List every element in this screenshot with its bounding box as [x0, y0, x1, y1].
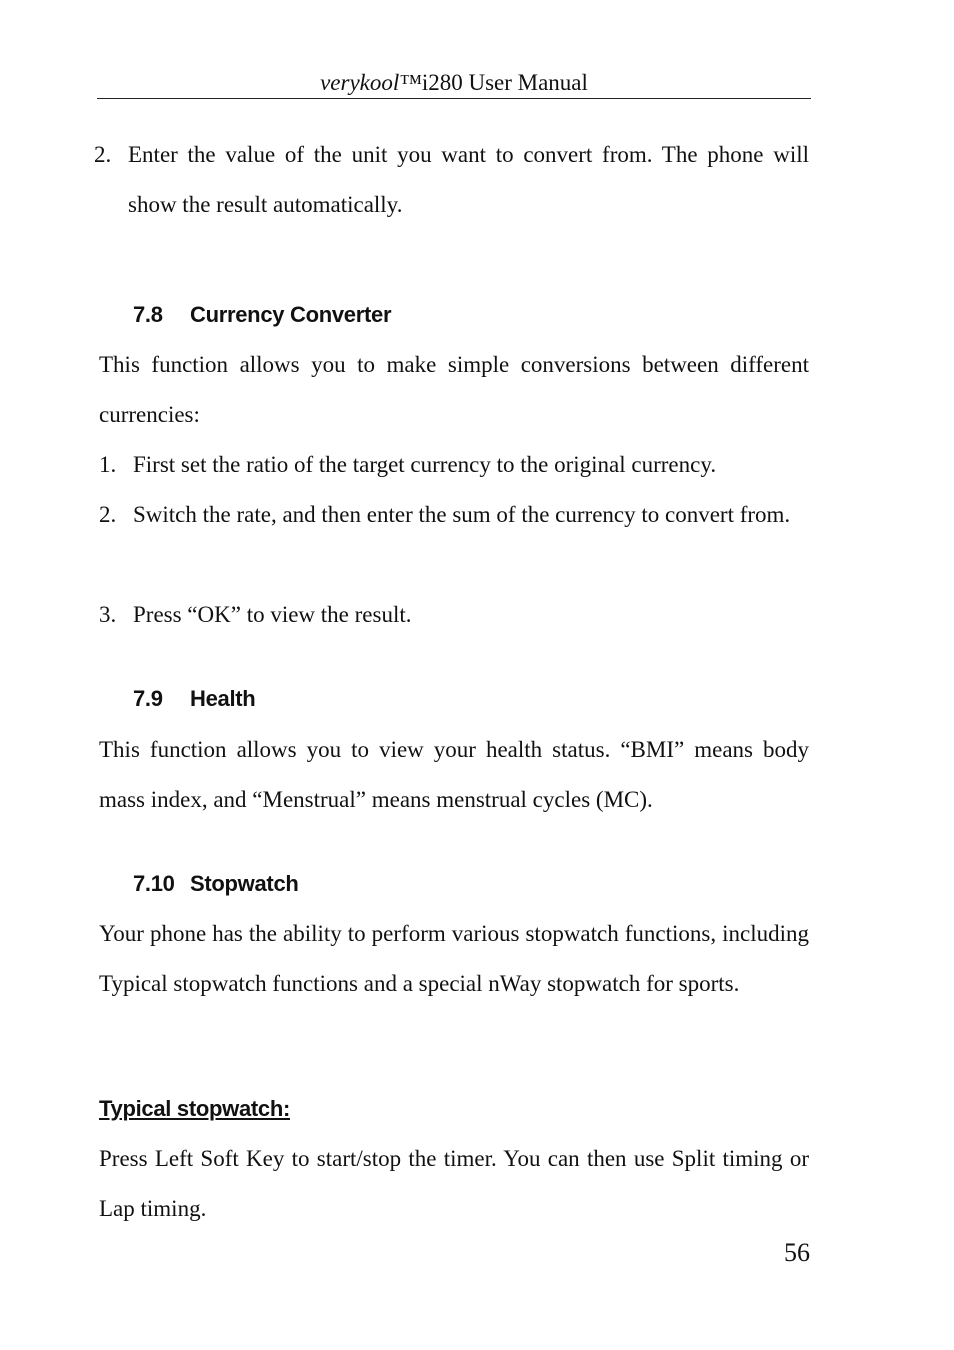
page-number: 56	[784, 1238, 810, 1267]
typical-stopwatch-body: Press Left Soft Key to start/stop the timer. You can then use Split timing or Lap timing.	[99, 1146, 809, 1221]
section-body-7-8: This function allows you to make simple conversions between different currencies:	[99, 352, 809, 427]
section-number: 7.8	[133, 302, 163, 327]
header-title: i280 User Manual	[421, 70, 588, 95]
list-item	[99, 490, 809, 540]
header-brand: verykool™	[320, 70, 422, 95]
section-number: 7.9	[133, 686, 163, 711]
typical-stopwatch-heading: Typical stopwatch:	[99, 1096, 290, 1121]
page-header	[97, 68, 811, 99]
section-title: Stopwatch	[190, 871, 299, 896]
list-text: Enter the value of the unit you want to convert from. The phone will show the result automatically.	[128, 142, 809, 217]
list-number: 3.	[99, 602, 117, 627]
section-body-7-10: Your phone has the ability to perform various stopwatch functions, including Typical stopwatch functions and a special nWay stopwatch for sports.	[99, 921, 809, 996]
section-number: 7.10	[133, 871, 175, 896]
list-item	[94, 130, 809, 230]
list-text: First set the ratio of the target currency to the original currency.	[133, 452, 717, 477]
section-heading-7-8	[133, 300, 391, 330]
list-number: 1.	[99, 452, 117, 477]
list-text: Press “OK” to view the result.	[133, 602, 412, 627]
section-title: Health	[190, 686, 256, 711]
list-item	[99, 590, 809, 640]
list-number: 2.	[99, 502, 117, 527]
section-heading-7-10	[133, 869, 299, 899]
list-text: Switch the rate, and then enter the sum of the currency to convert from.	[133, 502, 791, 527]
list-number: 2.	[94, 142, 112, 167]
section-heading-7-9	[133, 684, 255, 714]
list-item	[99, 440, 809, 490]
section-title: Currency Converter	[190, 302, 392, 327]
section-body-7-9: This function allows you to view your health status. “BMI” means body mass index, and “Menstrual” means menstrual cycles (MC).	[99, 737, 809, 812]
